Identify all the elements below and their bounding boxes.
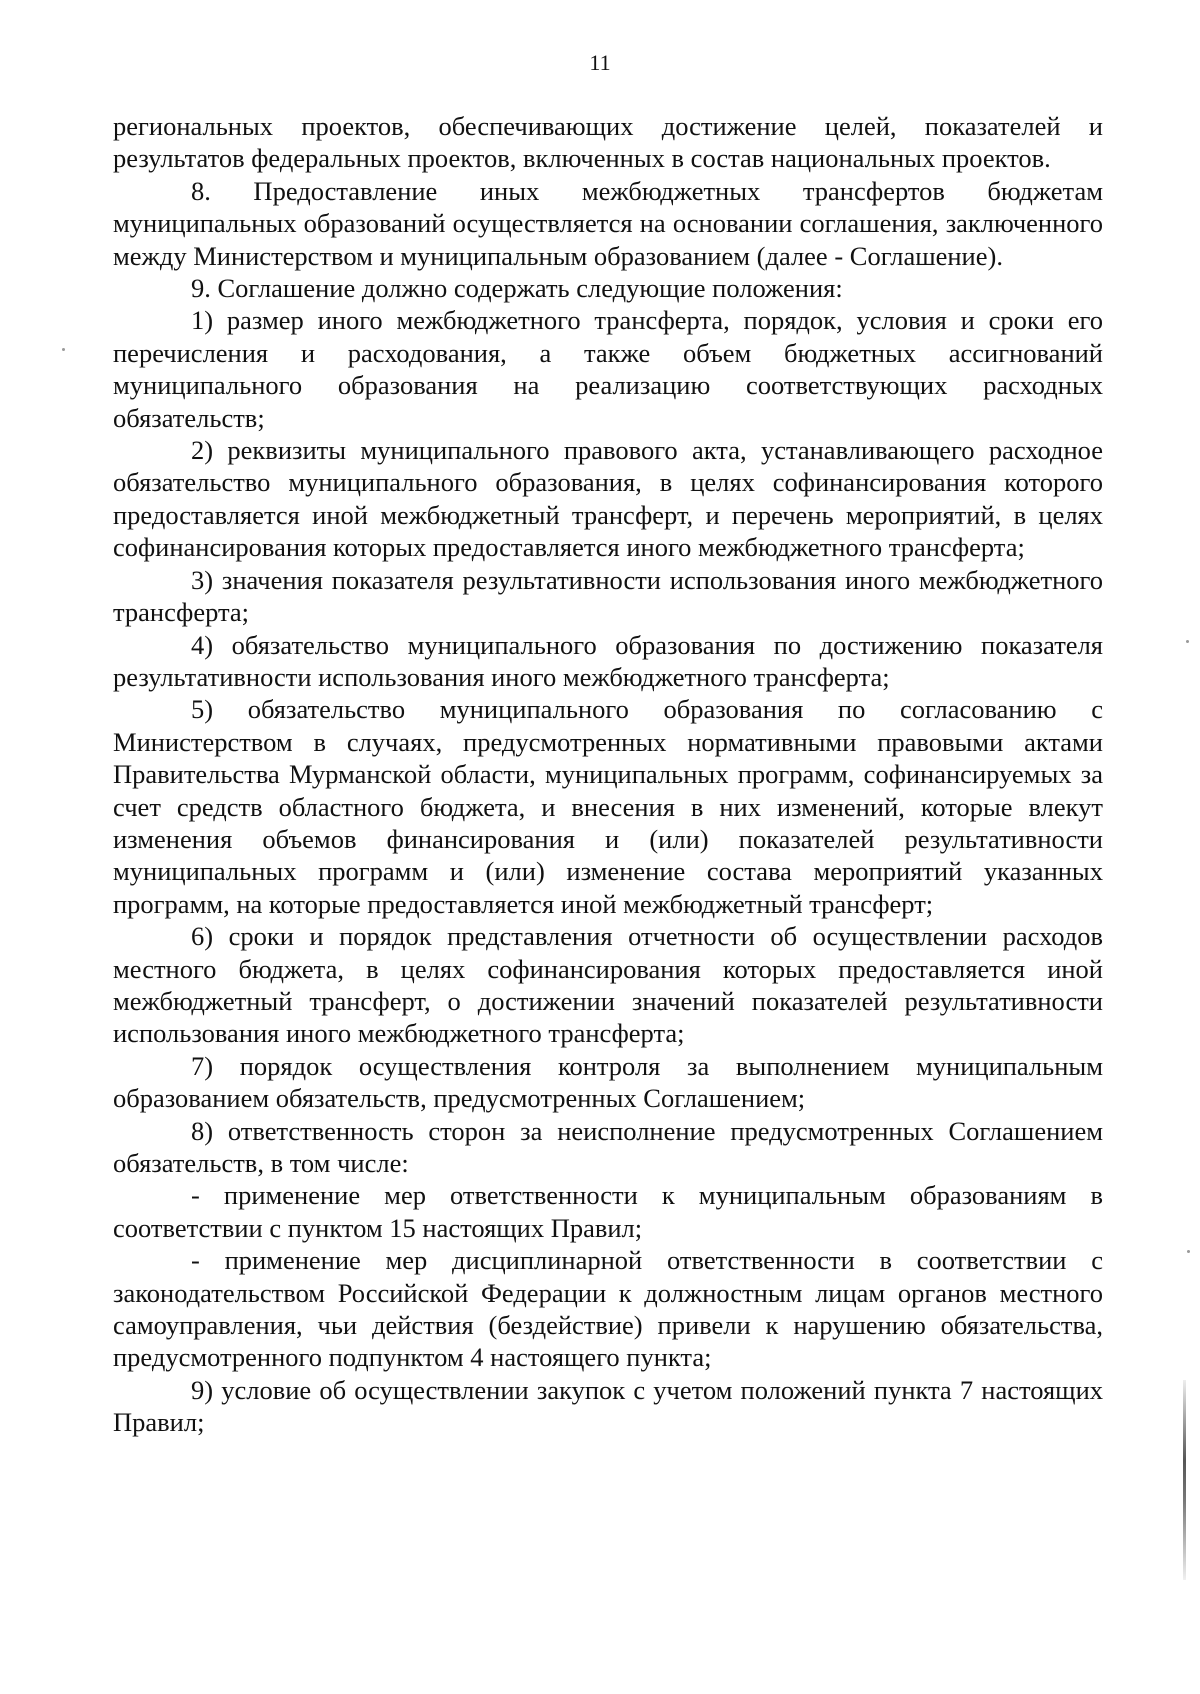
subitem-3: 3) значения показателя результативности использования иного межбюджетного трансферта; [113, 564, 1103, 628]
subitem-4: 4) обязательство муниципального образования по достижению показателя результативности использования иного межбюджетного трансферта; [113, 629, 1103, 692]
paragraph-item-9: 9. Соглашение должно содержать следующие положения: [191, 273, 843, 304]
subitem-5: 5) обязательство муниципального образования по согласованию с Министерством в случаях, предусмотренных нормативными правовыми актами Правительства Мурманской области, муниципальных программ, софинансируемых за счет средств областного бюджета, и внесения в них изменений, которые влекут изменения объемов финансирования и (или) показателей результативности муниципальных программ и (или) изменение состава мероприятий указанных программ, на которые предоставляется иной межбюджетный трансферт; [113, 694, 1103, 919]
subitem-1: 1) размер иного межбюджетного трансферта, порядок, условия и сроки его перечисления и расходования, а также объем бюджетных ассигнований муниципального образования на реализацию соответствующих расходных обязательств; [113, 305, 1103, 433]
document-body [113, 110, 1103, 1439]
scan-speck [1187, 1250, 1190, 1253]
subitem-7: 7) порядок осуществления контроля за выполнением муниципальным образованием обязательств, предусмотренных Соглашением; [113, 1050, 1103, 1114]
dash-item-disciplinary-measures: - применение мер дисциплинарной ответственности в соответствии с законодательством Российской Федерации к должностным лицам органов местного самоуправления, чьи действия (бездействие) привели к нарушению обязательства, предусмотренного подпунктом 4 настоящего пункта; [113, 1245, 1103, 1373]
dash-item-responsibility-measures: - применение мер ответственности к муниципальным образованиям в соответствии с пунктом 15 настоящих Правил; [113, 1180, 1103, 1243]
scan-speck [1186, 640, 1189, 643]
subitem-9: 9) условие об осуществлении закупок с учетом положений пункта 7 настоящих Правил; [113, 1374, 1103, 1438]
page-number: 11 [589, 50, 611, 75]
scan-edge-mark [1183, 1380, 1186, 1580]
paragraph-item-8: 8. Предоставление иных межбюджетных трансфертов бюджетам муниципальных образований осуществляется на основании соглашения, заключенного между Министерством и муниципальным образованием (далее - Соглашение). [113, 175, 1103, 271]
scan-speck [62, 348, 65, 351]
subitem-2: 2) реквизиты муниципального правового акта, устанавливающего расходное обязательство муниципального образования, в целях софинансирования которого предоставляется иной межбюджетный трансферт, и перечень мероприятий, в целях софинансирования которых предоставляется иного межбюджетного трансферта; [113, 435, 1103, 563]
subitem-8: 8) ответственность сторон за неисполнение предусмотренных Соглашением обязательств, в том числе: [113, 1115, 1103, 1178]
subitem-6: 6) сроки и порядок представления отчетности об осуществлении расходов местного бюджета, в целях софинансирования которых предоставляется иной межбюджетный трансферт, о достижении значений показателей результативности использования иного межбюджетного трансферта; [113, 921, 1103, 1049]
paragraph-continuation: региональных проектов, обеспечивающих достижение целей, показателей и результатов федеральных проектов, включенных в состав национальных проектов. [113, 111, 1103, 174]
